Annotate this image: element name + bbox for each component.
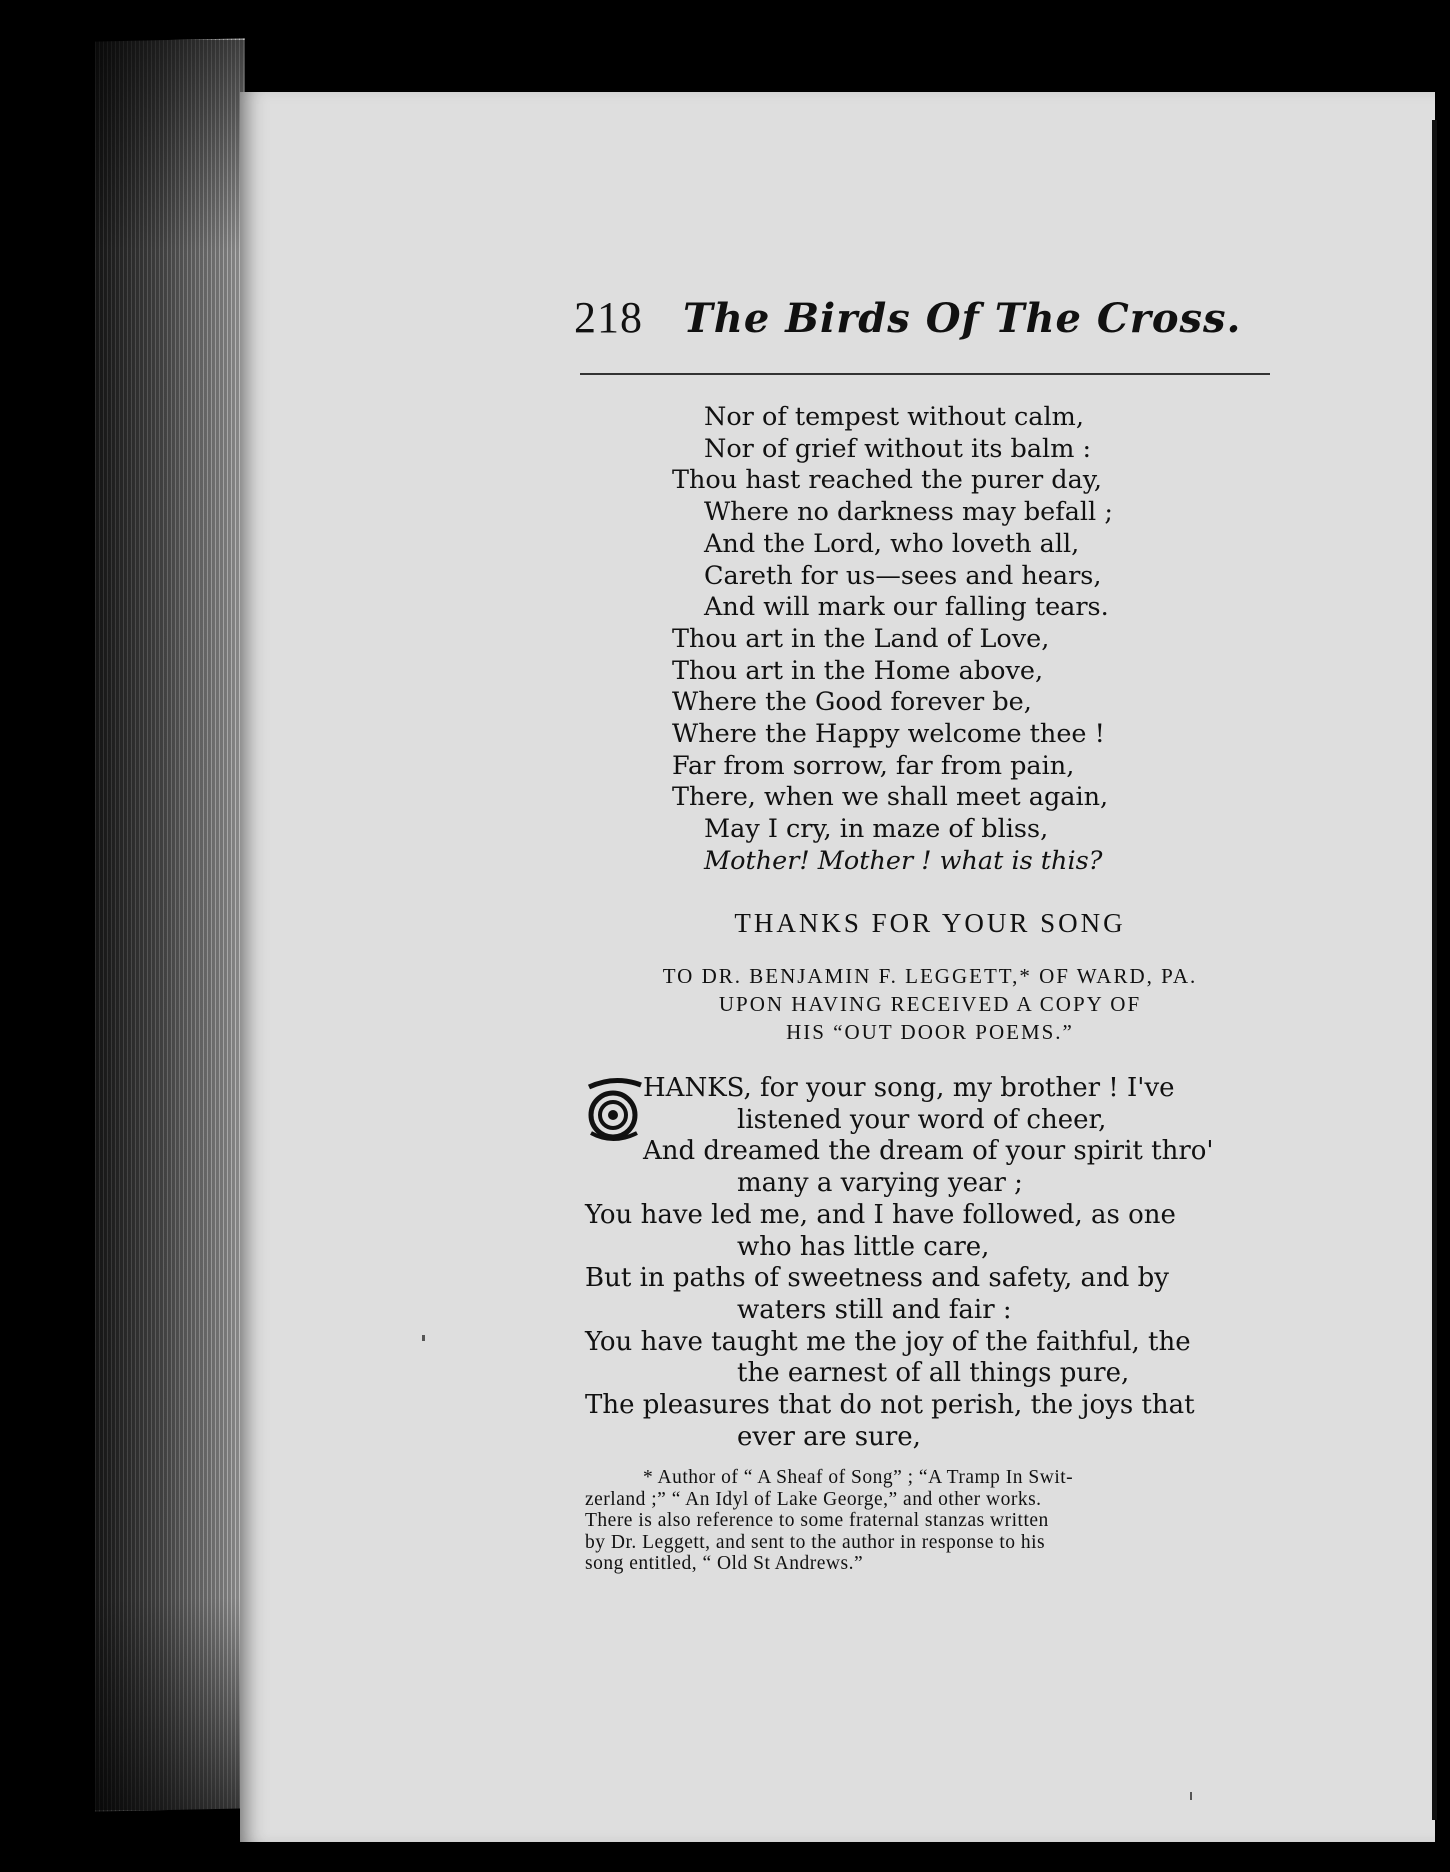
- poem-line: And will mark our falling tears.: [704, 592, 1109, 623]
- poem-line: Thou hast reached the purer day,: [672, 465, 1102, 496]
- poem-line: But in paths of sweetness and safety, and by: [585, 1263, 1169, 1294]
- poem-continued: [660, 402, 1300, 878]
- footnote-line: There is also reference to some fraternal stanzas written: [585, 1510, 1049, 1531]
- poem-line: who has little care,: [737, 1231, 990, 1262]
- dedication-line: HIS “OUT DOOR POEMS.”: [786, 1020, 1074, 1044]
- poem-line: listened your word of cheer,: [737, 1104, 1107, 1135]
- poem-line: Nor of tempest without calm,: [704, 402, 1084, 432]
- page-number: 218: [574, 293, 643, 342]
- poem-line: Careth for us—sees and hears,: [704, 560, 1102, 591]
- running-title: The Birds Of The Cross.: [683, 295, 1242, 342]
- page-header: [574, 292, 1274, 352]
- poem-line: many a varying year ;: [737, 1168, 1023, 1199]
- footnote-line: by Dr. Leggett, and sent to the author in response to his: [585, 1531, 1046, 1553]
- poem-line: You have led me, and I have followed, as one: [585, 1199, 1176, 1230]
- poem-line: Where the Good forever be,: [672, 687, 1032, 718]
- dedication-line: UPON HAVING RECEIVED A COPY OF: [718, 992, 1142, 1016]
- poem-line: the earnest of all things pure,: [737, 1358, 1130, 1389]
- poem-line: There, when we shall meet again,: [672, 782, 1109, 813]
- header-rule: [580, 373, 1270, 375]
- poem-line: Far from sorrow, far from pain,: [672, 750, 1075, 781]
- footnote-line: * Author of “ A Sheaf of Song” ; “A Tramp In Swit-: [643, 1467, 1074, 1488]
- poem-line: Thou art in the Home above,: [672, 655, 1044, 686]
- poem-line: May I cry, in maze of bliss,: [704, 814, 1049, 845]
- footnote-line: song entitled, “ Old St Andrews.”: [585, 1553, 864, 1574]
- poem-line: Where no darkness may befall ;: [704, 497, 1113, 528]
- paper-speck: [1190, 1792, 1192, 1800]
- poem-line: Thou art in the Land of Love,: [672, 623, 1050, 654]
- section-title: THANKS FOR YOUR SONG: [734, 908, 1126, 938]
- poem-line: HANKS, for your song, my brother ! I've: [643, 1073, 1175, 1103]
- footnote-line: zerland ;” “ An Idyl of Lake George,” and other works.: [585, 1488, 1042, 1510]
- poem-body: [585, 1073, 1295, 1453]
- poem-line: ever are sure,: [737, 1421, 921, 1452]
- poem-line: And dreamed the dream of your spirit thro': [643, 1136, 1214, 1167]
- book-edge-shadow: [95, 40, 245, 1810]
- poem-line: And the Lord, who loveth all,: [704, 528, 1080, 559]
- dedication-line: TO DR. BENJAMIN F. LEGGETT,* OF WARD, PA.: [662, 964, 1198, 988]
- poem-line: Nor of grief without its balm :: [704, 433, 1092, 464]
- paper-speck: [422, 1335, 425, 1341]
- poem-line: The pleasures that do not perish, the joys that: [585, 1390, 1195, 1421]
- page-gutter-edge: [1432, 120, 1437, 1820]
- poem-line-italic: Mother! Mother ! what is this?: [704, 845, 1103, 876]
- footnote: [585, 1467, 1290, 1575]
- poem-line: waters still and fair :: [737, 1294, 1012, 1325]
- dedication: [580, 962, 1280, 1046]
- poem-line: Where the Happy welcome thee !: [672, 719, 1105, 750]
- poem-line: You have taught me the joy of the faithful, the: [585, 1326, 1191, 1357]
